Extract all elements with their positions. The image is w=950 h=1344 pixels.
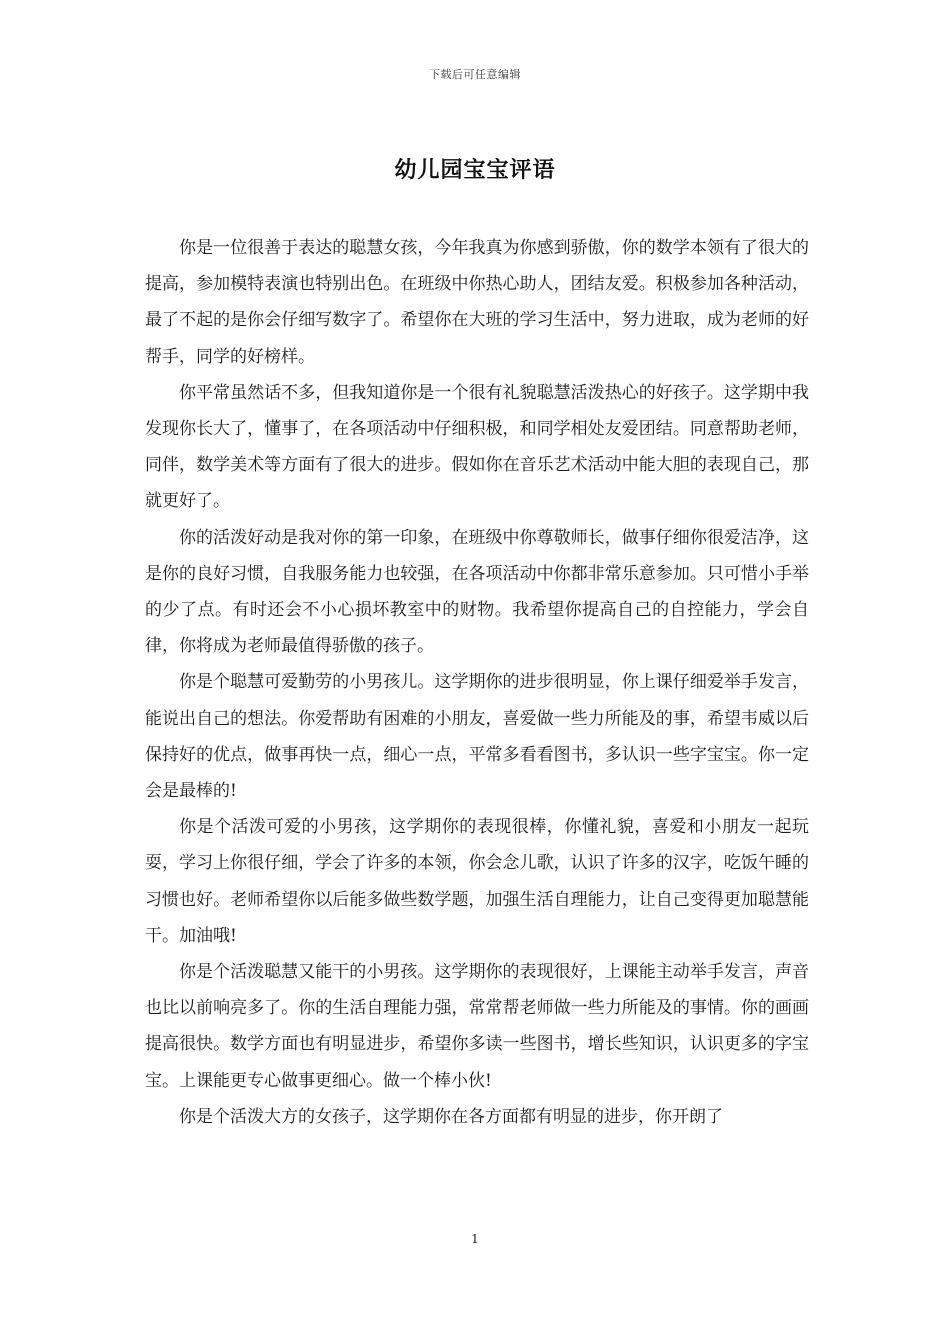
comment-paragraph-1: 你是一位很善于表达的聪慧女孩，今年我真为你感到骄傲，你的数学本领有了很大的提高，参加模特表演也特别出色。在班级中你热心助人，团结友爱。积极参加各种活动，最了不起的是你会仔细写数字了。希望你在大班的学习生活中，努力进取，成为老师的好帮手，同学的好榜样。 <box>145 238 809 367</box>
comment-paragraph-2: 你平常虽然话不多，但我知道你是一个很有礼貌聪慧活泼热心的好孩子。这学期中我发现你长大了，懂事了，在各项活动中仔细积极，和同学相处友爱团结。同意帮助老师，同伴，数学美术等方面有了很大的进步。假如你在音乐艺术活动中能大胆的表现自己，那就更好了。 <box>145 382 809 512</box>
comment-paragraph-6: 你是个活泼聪慧又能干的小男孩。这学期你的表现很好，上课能主动举手发言，声音也比以前响亮多了。你的生活自理能力强，常常帮老师做一些力所能及的事情。你的画画提高很快。数学方面也有明显进步，希望你多读一些图书，增长些知识，认识更多的字宝宝。上课能更专心做事更细心。做一个棒小伙! <box>145 962 809 1091</box>
comment-paragraph-4: 你是个聪慧可爱勤劳的小男孩儿。这学期你的进步很明显，你上课仔细爱举手发言，能说出自己的想法。你爱帮助有困难的小朋友，喜爱做一些力所能及的事，希望韦威以后保持好的优点，做事再快一点，细心一点，平常多看看图书，多认识一些字宝宝。你一定会是最棒的! <box>145 672 809 802</box>
comment-paragraph-7: 你是个活泼大方的女孩子，这学期你在各方面都有明显的进步，你开朗了 <box>179 1106 723 1127</box>
comment-paragraph-3: 你的活泼好动是我对你的第一印象，在班级中你尊敬师长，做事仔细你很爱洁净，这是你的良好习惯，自我服务能力也较强，在各项活动中你都非常乐意参加。只可惜小手举的少了点。有时还会不小心损坏教室中的财物。我希望你提高自己的自控能力，学会自律，你将成为老师最值得骄傲的孩子。 <box>145 527 809 657</box>
page-number: 1 <box>471 1232 479 1246</box>
comment-paragraph-5: 你是个活泼可爱的小男孩，这学期你的表现很棒，你懂礼貌，喜爱和小朋友一起玩耍，学习上你很仔细，学会了许多的本领，你会念儿歌，认识了许多的汉字，吃饭午睡的习惯也好。老师希望你以后能多做些数学题，加强生活自理能力，让自己变得更加聪慧能干。加油哦! <box>145 817 809 946</box>
page-header-note: 下载后可任意编辑 <box>429 68 521 81</box>
document-title: 幼儿园宝宝评语 <box>394 157 556 183</box>
document-body <box>145 230 809 1135</box>
